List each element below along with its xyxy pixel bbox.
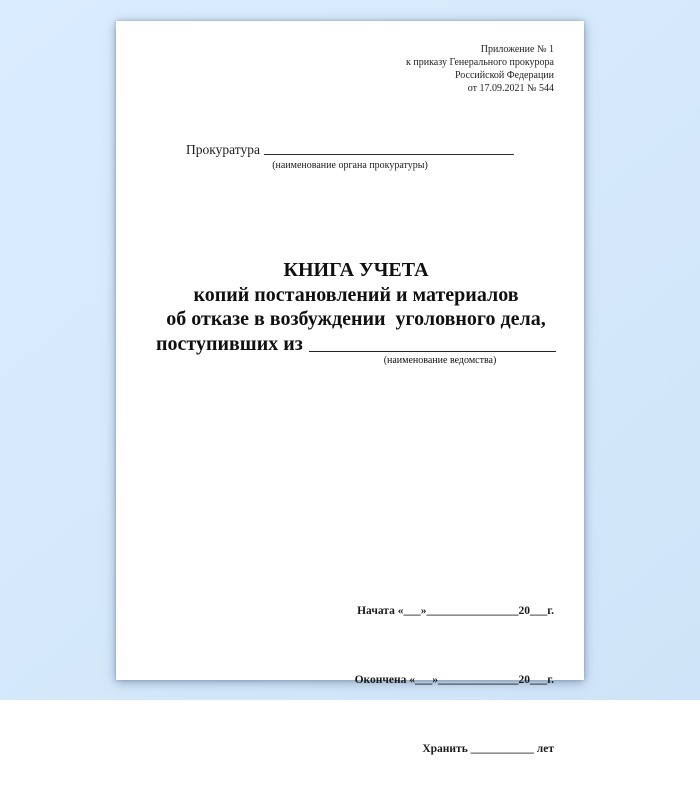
appendix-line-3: Российской Федерации	[454, 70, 554, 81]
department-caption: (наименование ведомства)	[383, 355, 497, 366]
prosecutor-line	[186, 142, 514, 157]
started-line: Начата «___»________________20___г.	[357, 605, 554, 617]
document-page	[116, 21, 584, 755]
appendix-note	[406, 43, 554, 95]
prosecutor-fill-line	[264, 154, 514, 155]
book-title-line-3: об отказе в возбуждении уголовного дела,	[166, 308, 546, 330]
appendix-line-4: от 17.09.2021 № 544	[467, 83, 554, 94]
book-title-line-1: КНИГА УЧЕТА	[283, 259, 429, 281]
prosecutor-caption: (наименование органа прокуратуры)	[272, 160, 428, 171]
finished-line: Окончена «___»______________20___г.	[354, 674, 554, 686]
book-title-line-2: копий постановлений и материалов	[193, 283, 519, 306]
department-fill-line	[309, 351, 556, 352]
title-block	[156, 258, 556, 367]
appendix-line-1: Приложение № 1	[480, 44, 554, 55]
appendix-line-2: к приказу Генерального прокурора	[406, 57, 554, 68]
title-line4-label: поступивших из	[156, 332, 303, 355]
retention-line: Хранить ___________ лет	[422, 743, 554, 755]
footer-block	[355, 554, 554, 807]
book-title-line-4	[156, 332, 556, 357]
prosecutor-label: Прокуратура	[186, 142, 260, 157]
